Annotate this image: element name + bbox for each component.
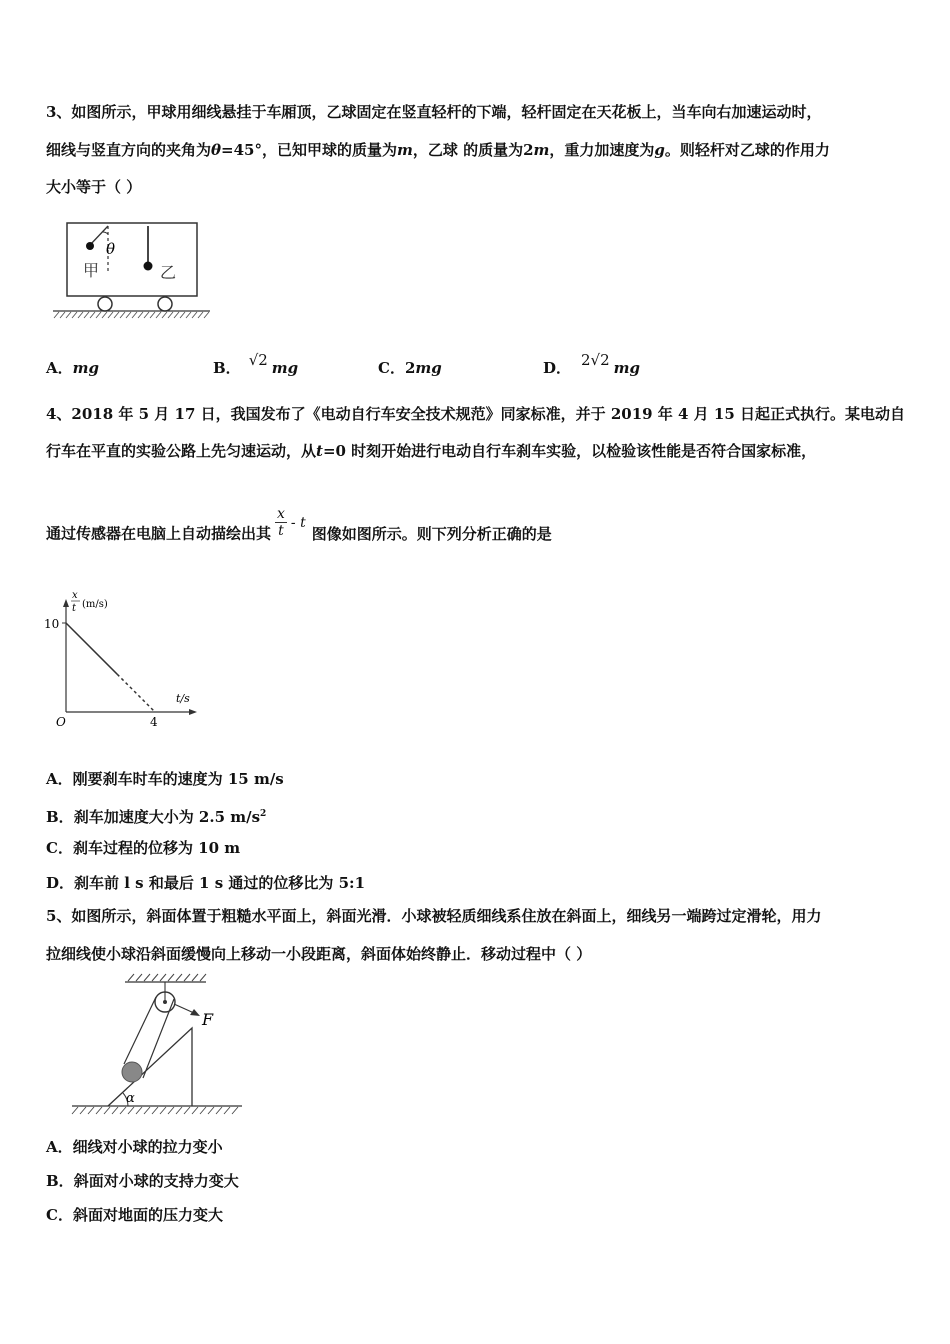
frac-numerator: x xyxy=(277,506,285,522)
ball-yi-rod xyxy=(144,226,153,271)
option-text: 斜面对地面的压力变大 xyxy=(72,1206,223,1224)
q5-figure-incline xyxy=(68,972,248,1120)
ylabel-unit: (m/s) xyxy=(82,599,108,610)
q3-text: =45°，已知甲球的质量为 xyxy=(221,141,397,159)
q5-line-1: 5、如图所示，斜面体置于粗糙水平面上，斜面光滑．小球被轻质细线系住放在斜面上，细线另一端跨过定滑轮，用力 xyxy=(46,907,822,925)
option-unit: mg xyxy=(613,359,641,377)
q5-option-b[interactable] xyxy=(46,1171,239,1191)
angle-alpha-label: α xyxy=(126,1091,135,1106)
force-label: F xyxy=(202,1010,214,1029)
option-letter: A． xyxy=(46,770,73,788)
option-letter: C． xyxy=(46,1206,73,1224)
q3-theta: θ xyxy=(211,141,222,159)
q3-option-d[interactable] xyxy=(543,351,641,377)
q3-text: 细线与竖直方向的夹角为 xyxy=(46,141,212,159)
q5-option-a[interactable] xyxy=(46,1137,223,1157)
option-letter: B． xyxy=(213,359,241,377)
option-letter: A． xyxy=(46,1138,73,1156)
ball-yi-label: 乙 xyxy=(160,263,177,282)
q4-line-3 xyxy=(46,506,552,551)
q4-text: 行车在平直的实验公路上先匀速运动，从 xyxy=(46,442,317,460)
q3-line-2 xyxy=(46,140,830,160)
option-letter: D． xyxy=(46,874,75,892)
pulley xyxy=(155,982,175,1012)
q4-t: t xyxy=(316,442,323,460)
series-line-solid xyxy=(66,623,117,674)
incline xyxy=(108,1028,192,1106)
xlabel: t/s xyxy=(176,692,190,705)
q5-option-c[interactable] xyxy=(46,1205,223,1225)
q3-g: g xyxy=(654,141,665,159)
q3-line-1: 3、如图所示，甲球用细线悬挂于车厢顶，乙球固定在竖直轻杆的下端，轻杆固定在天花板上，当车向右加速运动时， xyxy=(46,103,822,121)
ground xyxy=(53,311,210,318)
option-unit: mg xyxy=(72,359,100,377)
option-text: 刹车前 l s 和最后 1 s 通过的位移比为 5:1 xyxy=(74,874,366,892)
ceiling xyxy=(125,974,206,982)
q4-option-b[interactable] xyxy=(46,804,266,827)
q3-text: ，乙球 的质量为2 xyxy=(412,141,534,159)
ylabel-denominator: t xyxy=(72,603,77,614)
angle-theta-label: θ xyxy=(106,240,116,258)
frac-suffix: - t xyxy=(290,514,306,531)
q4-option-c[interactable] xyxy=(46,838,240,858)
q3-option-b[interactable] xyxy=(213,351,299,377)
x-tick-label: 4 xyxy=(150,715,158,729)
option-letter: C． xyxy=(378,359,405,377)
option-unit: mg xyxy=(271,359,299,377)
frac-denominator: t xyxy=(278,523,284,539)
q4-text: 图像如图所示。则下列分析正确的是 xyxy=(311,524,552,543)
option-text: 刚要刹车时车的速度为 15 m/s xyxy=(72,770,284,788)
origin-label: O xyxy=(56,715,66,729)
q4-graph xyxy=(36,586,216,734)
q4-fraction xyxy=(275,506,287,539)
ground xyxy=(72,1106,242,1114)
q3-option-c[interactable] xyxy=(378,358,442,378)
option-text: 刹车加速度大小为 2.5 m/s xyxy=(73,808,261,826)
option-coef: √2 xyxy=(248,351,268,369)
ball xyxy=(122,1062,142,1082)
wheels xyxy=(98,297,172,311)
q5-line-2: 拉细线使小球沿斜面缓慢向上移动一小段距离，斜面体始终静止．移动过程中（ ） xyxy=(46,945,592,963)
option-unit: mg xyxy=(415,359,442,377)
option-letter: D． xyxy=(543,359,572,377)
ball-jia-label: 甲 xyxy=(83,261,100,280)
option-superscript: 2 xyxy=(260,809,267,819)
q3-text: ，重力加速度为 xyxy=(549,141,655,159)
option-text: 刹车过程的位移为 10 m xyxy=(72,839,241,857)
q3-figure-cart xyxy=(50,218,220,323)
q3-m: m xyxy=(396,141,413,159)
y-tick-label: 10 xyxy=(44,617,60,631)
q3-line-3: 大小等于（ ） xyxy=(46,178,142,196)
q4-option-d[interactable] xyxy=(46,873,365,893)
option-letter: B． xyxy=(46,1172,74,1190)
q3-text: 。则轻杆对乙球的作用力 xyxy=(664,141,830,159)
option-letter: B． xyxy=(46,808,74,826)
q4-line-1: 4、2018 年 5 月 17 日，我国发布了《电动自行车安全技术规范》同家标准，并于 2019 年 4 月 15 日起正式执行。某电动自 xyxy=(46,405,906,423)
q4-line-2 xyxy=(46,441,816,461)
option-coef: 2 xyxy=(404,359,416,377)
ylabel-numerator: x xyxy=(72,590,78,601)
series-line-dashed xyxy=(117,674,155,712)
q3-option-a[interactable] xyxy=(46,358,99,378)
option-letter: A． xyxy=(46,359,73,377)
option-text: 斜面对小球的支持力变大 xyxy=(73,1172,239,1190)
q4-option-a[interactable] xyxy=(46,769,284,789)
option-text: 细线对小球的拉力变小 xyxy=(72,1138,223,1156)
q4-text: 通过传感器在电脑上自动描绘出其 xyxy=(46,524,272,543)
option-letter: C． xyxy=(46,839,73,857)
option-coef: 2√2 xyxy=(581,351,610,369)
q4-text: =0 时刻开始进行电动自行车刹车实验，以检验该性能是否符合国家标准， xyxy=(322,442,817,460)
cart-body xyxy=(67,223,197,296)
q3-m: m xyxy=(533,141,550,159)
